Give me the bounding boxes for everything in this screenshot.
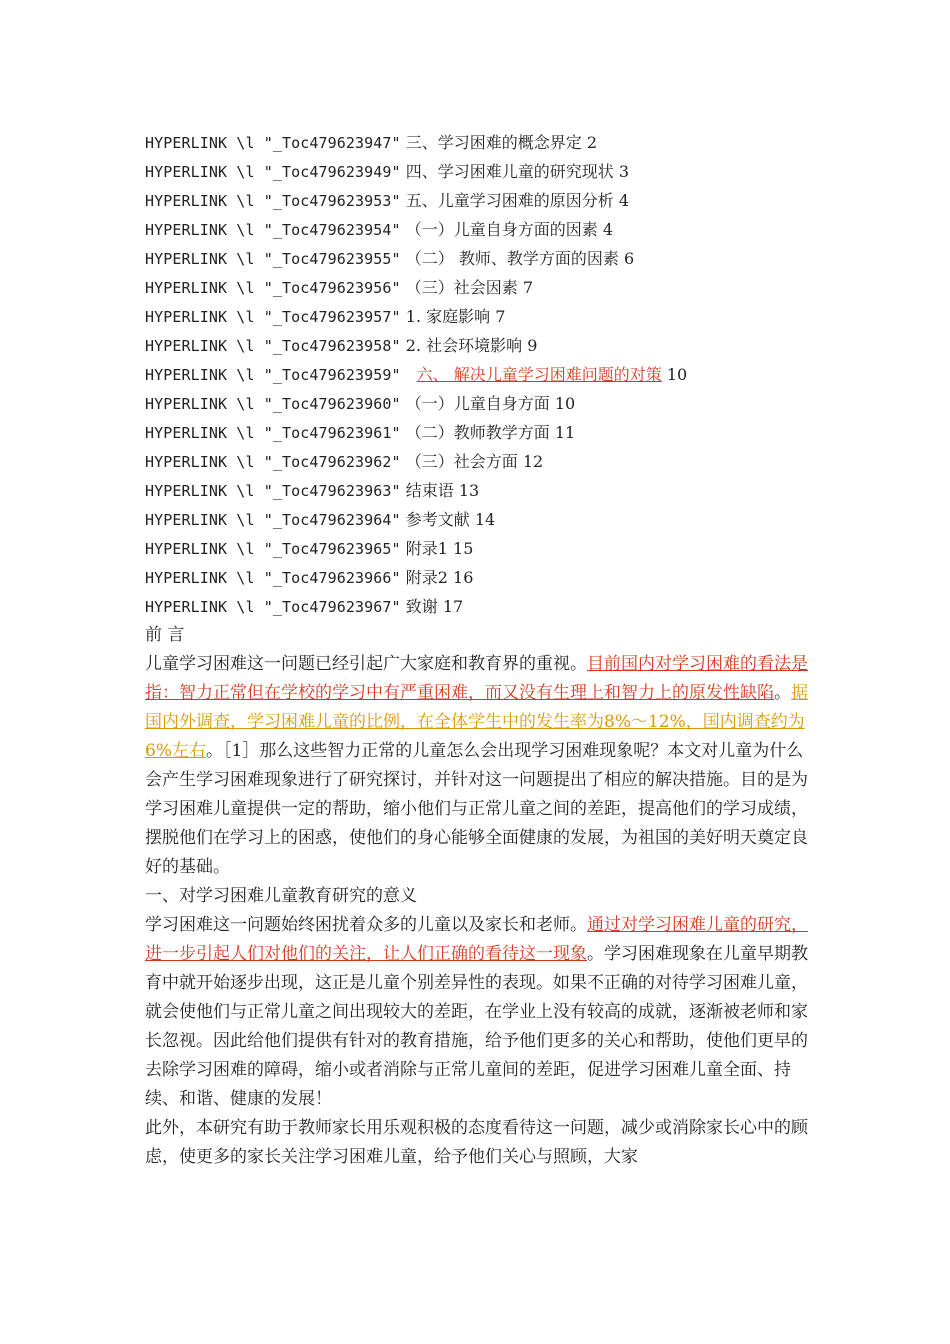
body-text: 学习困难这一问题始终困扰着众多的儿童以及家长和老师。 xyxy=(145,915,587,935)
toc-field-code: HYPERLINK \l "_Toc479623959" xyxy=(145,366,401,384)
toc-title: 附录1 xyxy=(405,539,448,558)
toc-entry[interactable] xyxy=(145,389,817,418)
toc-field-code: HYPERLINK \l "_Toc479623965" xyxy=(145,540,401,558)
toc-title: （二）教师教学方面 xyxy=(405,423,550,442)
highlighted-text-red[interactable]: 通过对学习困难儿童的研究，进一步引起人们对他们的关注，让人们正确的看待这一现象 xyxy=(145,915,808,964)
toc-entry[interactable] xyxy=(145,128,817,157)
toc-page-number: 10 xyxy=(666,365,688,384)
toc-entry[interactable] xyxy=(145,244,817,273)
toc-field-code: HYPERLINK \l "_Toc479623958" xyxy=(145,337,401,355)
toc-page-number: 4 xyxy=(618,191,630,210)
toc-entry[interactable] xyxy=(145,273,817,302)
section-paragraph xyxy=(145,1114,817,1172)
toc-entry[interactable] xyxy=(145,215,817,244)
toc-page-number: 16 xyxy=(453,568,474,587)
toc-entry[interactable] xyxy=(145,592,817,621)
toc-field-code: HYPERLINK \l "_Toc479623956" xyxy=(145,279,401,297)
toc-title: （一）儿童自身方面 xyxy=(405,394,550,413)
toc-title: 结束语 xyxy=(405,481,454,500)
body-text: 此外，本研究有助于教师家长用乐观积极的态度看待这一问题，减少或消除家长心中的顾虑，使更多的家长关注学习困难儿童，给予他们关心与照顾，大家 xyxy=(145,1118,808,1167)
toc-field-code: HYPERLINK \l "_Toc479623961" xyxy=(145,424,401,442)
toc-field-code: HYPERLINK \l "_Toc479623955" xyxy=(145,250,401,268)
toc-field-code: HYPERLINK \l "_Toc479623962" xyxy=(145,453,401,471)
toc-page-number: 2 xyxy=(586,133,598,152)
toc-field-code: HYPERLINK \l "_Toc479623966" xyxy=(145,569,401,587)
toc-title: （三）社会方面 xyxy=(405,452,518,471)
toc-entry[interactable] xyxy=(145,534,817,563)
toc-title: 1. 家庭影响 xyxy=(405,307,491,326)
toc-page-number: 7 xyxy=(522,278,534,297)
toc-page-number: 15 xyxy=(453,539,474,558)
toc-field-code: HYPERLINK \l "_Toc479623947" xyxy=(145,134,401,152)
table-of-contents xyxy=(145,128,817,621)
body-text: 。［1］那么这些智力正常的儿童怎么会出现学习困难现象呢？本文对儿童为什么会产生学习困难现象进行了研究探讨，并针对这一问题提出了相应的解决措施。目的是为学习困难儿童提供一定的帮助，缩小他们与正常儿童之间的差距，提高他们的学习成绩，摆脱他们在学习上的困惑，使他们的身心能够全面健康的发展，为祖国的美好明天奠定良好的基础。 xyxy=(145,741,808,877)
toc-page-number: 12 xyxy=(522,452,544,471)
toc-page-number: 11 xyxy=(554,423,576,442)
toc-page-number: 4 xyxy=(602,220,614,239)
toc-title: 三、学习困难的概念界定 xyxy=(405,133,582,152)
toc-field-code: HYPERLINK \l "_Toc479623954" xyxy=(145,221,401,239)
preface-heading: 前 言 xyxy=(145,625,185,645)
toc-page-number: 3 xyxy=(618,162,630,181)
toc-field-code: HYPERLINK \l "_Toc479623949" xyxy=(145,163,401,181)
toc-title: 五、儿童学习困难的原因分析 xyxy=(405,191,614,210)
toc-entry[interactable] xyxy=(145,302,817,331)
toc-field-code: HYPERLINK \l "_Toc479623963" xyxy=(145,482,401,500)
toc-field-code: HYPERLINK \l "_Toc479623957" xyxy=(145,308,401,326)
toc-entry[interactable] xyxy=(145,476,817,505)
body-text: 。 xyxy=(774,683,791,703)
toc-entry[interactable] xyxy=(145,418,817,447)
toc-entry[interactable] xyxy=(145,360,817,389)
body-text: 儿童学习困难这一问题已经引起广大家庭和教育界的重视。 xyxy=(145,654,587,674)
toc-title: （一）儿童自身方面的因素 xyxy=(405,220,598,239)
toc-title-highlighted[interactable]: 六、 解决儿童学习困难问题的对策 xyxy=(416,365,662,384)
toc-title: 附录2 xyxy=(405,568,448,587)
section-paragraph xyxy=(145,911,817,1114)
toc-title: 四、学习困难儿童的研究现状 xyxy=(405,162,614,181)
toc-page-number: 9 xyxy=(527,336,538,355)
toc-title: 参考文献 xyxy=(405,510,470,529)
body-text: 。学习困难现象在儿童早期教育中就开始逐步出现，这正是儿童个别差异性的表现。如果不正确的对待学习困难儿童，就会使他们与正常儿童之间出现较大的差距，在学业上没有较高的成就，逐渐被老师和家长忽视。因此给他们提供有针对的教育措施，给予他们更多的关心和帮助，使他们更早的去除学习困难的障碍，缩小或者消除与正常儿童间的差距，促进学习困难儿童全面、持续、和谐、健康的发展！ xyxy=(145,944,808,1109)
toc-field-code: HYPERLINK \l "_Toc479623953" xyxy=(145,192,401,210)
document-page xyxy=(145,128,817,1172)
toc-title: （三）社会因素 xyxy=(405,278,518,297)
toc-field-code: HYPERLINK \l "_Toc479623967" xyxy=(145,598,401,616)
toc-page-number: 14 xyxy=(474,510,496,529)
toc-entry[interactable] xyxy=(145,505,817,534)
toc-title: 致谢 xyxy=(405,597,438,616)
toc-entry[interactable] xyxy=(145,331,817,360)
highlighted-text-red[interactable]: 目前国内对学习困难的看法是指：智力正常但在学校的学习中有严重困难，而又没有生理上和智力上的原发性缺陷 xyxy=(145,654,808,703)
toc-page-number: 6 xyxy=(623,249,635,268)
toc-entry[interactable] xyxy=(145,563,817,592)
toc-title: （二） 教师、教学方面的因素 xyxy=(405,249,619,268)
toc-page-number: 13 xyxy=(458,481,480,500)
toc-field-code: HYPERLINK \l "_Toc479623960" xyxy=(145,395,401,413)
toc-page-number: 7 xyxy=(495,307,506,326)
toc-field-code: HYPERLINK \l "_Toc479623964" xyxy=(145,511,401,529)
toc-entry[interactable] xyxy=(145,186,817,215)
toc-page-number: 10 xyxy=(554,394,576,413)
toc-title: 2. 社会环境影响 xyxy=(405,336,523,355)
highlighted-text-orange[interactable]: 据国内外调查，学习困难儿童的比例，在全体学生中的发生率为8%～12%，国内调查约为6%左右 xyxy=(145,683,808,761)
toc-page-number: 17 xyxy=(442,597,464,616)
toc-entry[interactable] xyxy=(145,157,817,186)
preface-paragraph xyxy=(145,650,817,882)
section-heading: 一、对学习困难儿童教育研究的意义 xyxy=(145,886,417,906)
toc-entry[interactable] xyxy=(145,447,817,476)
